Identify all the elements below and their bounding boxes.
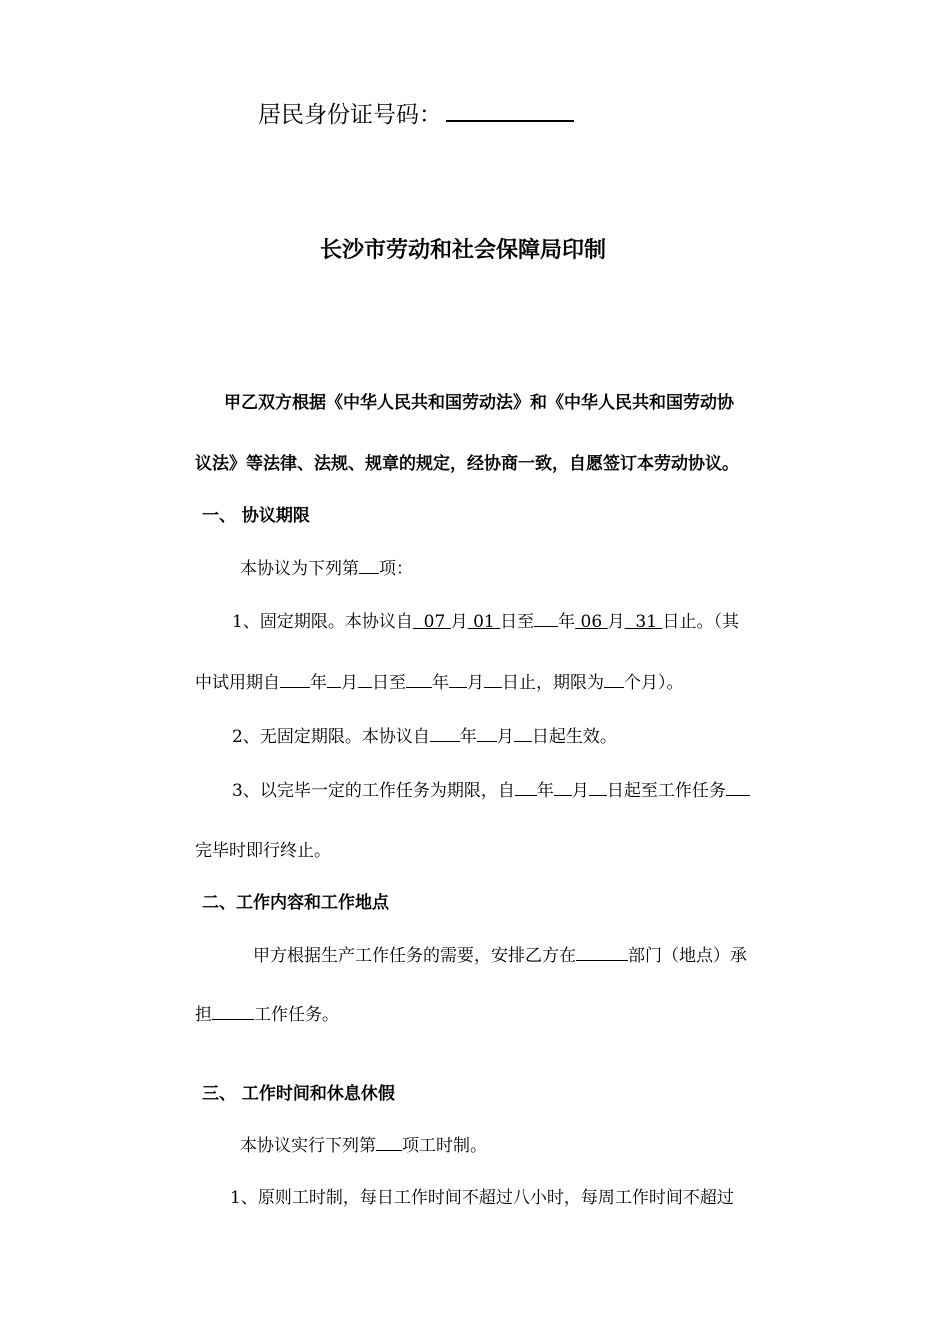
id-number-field[interactable]	[446, 98, 574, 122]
section-1-heading: 一、 协议期限	[202, 506, 310, 526]
end-year-blank[interactable]	[534, 610, 558, 627]
publisher-title: 长沙市劳动和社会保障局印制	[320, 238, 607, 263]
section-2-line-2: 担 工作任务。	[195, 1005, 339, 1025]
intro-line-1: 甲乙双方根据《中华人民共和国劳动法》和《中华人民共和国劳动协	[224, 393, 734, 413]
task-term-month-blank[interactable]	[554, 779, 572, 796]
probation-start-day-blank[interactable]	[358, 671, 372, 688]
probation-months-blank[interactable]	[604, 671, 624, 688]
start-month: 07	[423, 612, 446, 632]
section-2-heading: 二、工作内容和工作地点	[202, 893, 389, 913]
probation-start-month-blank[interactable]	[327, 671, 341, 688]
task-term-year-blank[interactable]	[515, 779, 537, 796]
probation-end-month-blank[interactable]	[449, 671, 467, 688]
start-day: 01	[473, 612, 495, 632]
section-1-lead: 本协议为下列第 项：	[240, 559, 413, 579]
end-day: 31	[635, 612, 658, 632]
section-1-item-1: 1、固定期限。本协议自 07 月 01 日至 年 06 月 31 日止。（其	[232, 612, 739, 632]
section-2-line-1: 甲方根据生产工作任务的需要，安排乙方在 部门（地点）承	[253, 946, 747, 966]
section-1-item-3-cont: 完毕时即行终止。	[195, 841, 331, 861]
work-hours-choice-blank[interactable]	[376, 1134, 402, 1151]
probation-end-year-blank[interactable]	[406, 671, 432, 688]
department-blank[interactable]	[576, 944, 628, 961]
task-name-blank[interactable]	[726, 779, 750, 796]
task-term-day-blank[interactable]	[589, 779, 607, 796]
probation-end-day-blank[interactable]	[484, 671, 502, 688]
probation-start-year-blank[interactable]	[280, 671, 310, 688]
section-1-item-3: 3、以完毕一定的工作任务为期限，自 年 月 日起至工作任务	[232, 779, 750, 802]
section-1-item-2: 2、无固定期限。本协议自 年 月 日起生效。	[232, 727, 617, 747]
open-term-month-blank[interactable]	[477, 725, 497, 742]
term-choice-blank[interactable]	[359, 557, 379, 574]
job-task-blank[interactable]	[212, 1003, 254, 1020]
open-term-day-blank[interactable]	[514, 725, 532, 742]
section-3-lead: 本协议实行下列第 项工时制。	[240, 1136, 487, 1156]
intro-line-2: 议法》等法律、法规、规章的规定，经协商一致，自愿签订本劳动协议。	[195, 454, 739, 474]
id-number-row	[258, 98, 574, 130]
id-number-label: 居民身份证号码：	[258, 102, 442, 128]
section-1-item-1-cont: 中试用期自 年 月 日至 年 月 日止，期限为 个月）。	[195, 673, 684, 693]
open-term-year-blank[interactable]	[430, 725, 460, 742]
end-month: 06	[580, 612, 603, 632]
section-3-heading: 三、 工作时间和休息休假	[202, 1084, 395, 1104]
section-3-item-1: 1、原则工时制，每日工作时间不超过八小时，每周工作时间不超过	[230, 1188, 734, 1208]
